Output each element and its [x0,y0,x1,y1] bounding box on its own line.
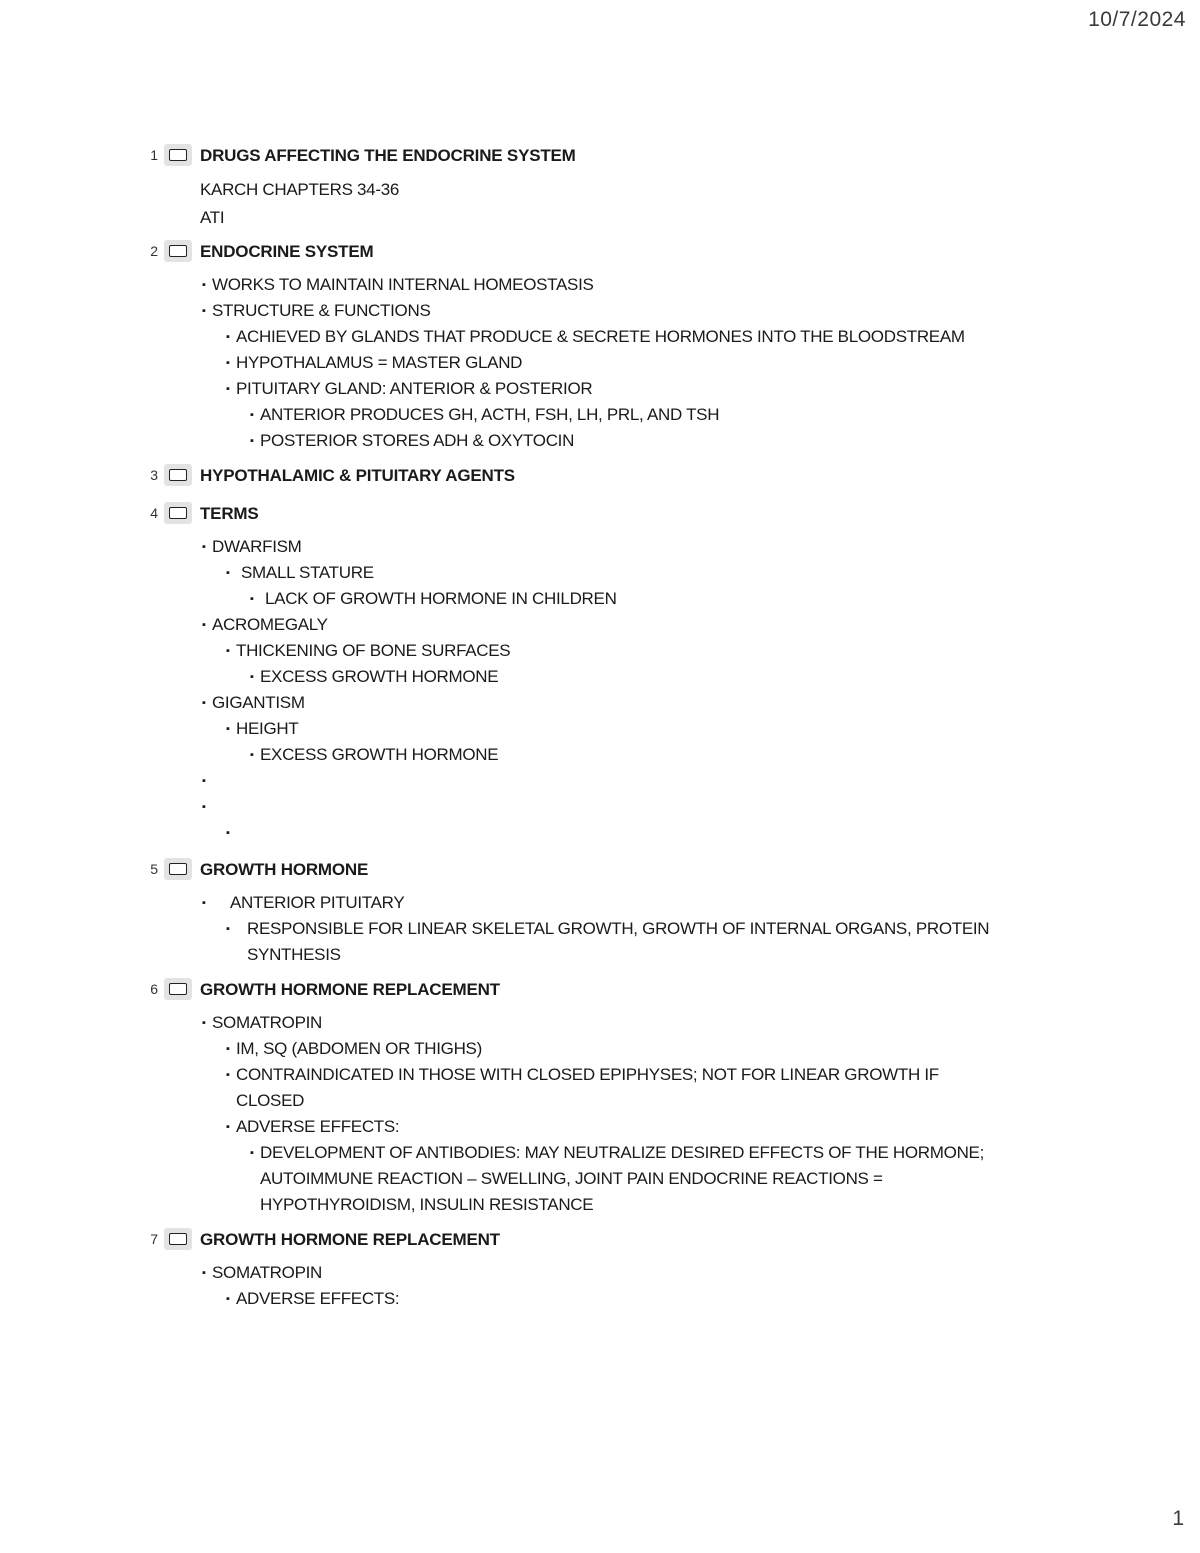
outline-item-text: ACHIEVED BY GLANDS THAT PRODUCE & SECRETE HORMONES INTO THE BLOODSTREAM [236,327,965,346]
bullet-icon: ▪ [202,697,206,709]
outline-item [0,690,1200,716]
outline-item [0,820,1200,846]
bullet-icon: ▪ [202,619,206,631]
outline-item [0,716,1200,742]
bullet-icon: ▪ [250,749,254,761]
bullet-icon: ▪ [226,567,230,579]
outline-item-text: SMALL STATURE [241,563,374,582]
slide-title: DRUGS AFFECTING THE ENDOCRINE SYSTEM [200,146,576,165]
outline-item-text: ACROMEGALY [212,615,328,634]
bullet-icon: ▪ [202,801,206,813]
bullet-icon: ▪ [202,1017,206,1029]
slide-thumbnail-icon[interactable] [164,1228,192,1250]
outline-item-text: GIGANTISM [212,693,305,712]
slide-thumbnail-icon[interactable] [164,502,192,524]
outline-item-text: THICKENING OF BONE SURFACES [236,641,511,660]
slide-thumbnail-icon[interactable] [164,240,192,262]
slide-number: 2 [150,243,158,259]
print-date: 10/7/2024 [1088,8,1186,31]
outline-item-text: STRUCTURE & FUNCTIONS [212,301,431,320]
outline-item-text: ADVERSE EFFECTS: [236,1117,400,1136]
slide-header [0,146,1200,168]
outline-item-text: DWARFISM [212,537,302,556]
outline-item-text: ANTERIOR PRODUCES GH, ACTH, FSH, LH, PRL, AND TSH [260,405,720,424]
bullet-icon: ▪ [250,671,254,683]
outline-item [0,350,1200,376]
outline-item-text: PITUITARY GLAND: ANTERIOR & POSTERIOR [236,379,593,398]
slide-thumbnail-icon[interactable] [164,978,192,1000]
bullet-icon: ▪ [250,1147,254,1159]
slide-header [0,504,1200,526]
bullet-icon: ▪ [226,357,230,369]
outline-item-text: ADVERSE EFFECTS: [236,1289,400,1308]
outline-item-text: RESPONSIBLE FOR LINEAR SKELETAL GROWTH, GROWTH OF INTERNAL ORGANS, PROTEIN SYNTHESIS [247,919,990,964]
outline-item: KARCH CHAPTERS 34-36 [200,180,400,199]
slide-6 [0,980,1200,1218]
bullet-icon: ▪ [250,409,254,421]
outline-item [0,794,1200,820]
outline-item [0,1286,1200,1312]
outline-item [0,1010,1200,1036]
bullet-icon: ▪ [202,305,206,317]
outline-item [0,1062,1200,1114]
outline-item [0,768,1200,794]
slide-header [0,980,1200,1002]
slide-title: TERMS [200,504,259,523]
slide-5 [0,860,1200,968]
slide-thumbnail-icon[interactable] [164,144,192,166]
bullet-icon: ▪ [226,923,230,935]
slide-number: 5 [150,861,158,877]
outline-item-text: HEIGHT [236,719,299,738]
bullet-icon: ▪ [226,1043,230,1055]
bullet-icon: ▪ [202,541,206,553]
outline-item [0,1114,1200,1140]
slide-title: GROWTH HORMONE REPLACEMENT [200,980,500,999]
outline-item-text: SOMATROPIN [212,1013,323,1032]
bullet-icon: ▪ [226,1121,230,1133]
slide-title: ENDOCRINE SYSTEM [200,242,374,261]
outline-item [0,638,1200,664]
outline-item [0,402,1200,428]
outline-item-text: EXCESS GROWTH HORMONE [260,745,499,764]
slide-1 [0,146,1200,232]
outline-item-text: EXCESS GROWTH HORMONE [260,667,499,686]
outline-item-text: HYPOTHALAMUS = MASTER GLAND [236,353,523,372]
outline-item [0,586,1200,612]
outline-item [0,1036,1200,1062]
outline-item-text: CONTRAINDICATED IN THOSE WITH CLOSED EPIPHYSES; NOT FOR LINEAR GROWTH IF CLOSED [236,1065,939,1110]
bullet-icon: ▪ [250,593,254,605]
bullet-icon: ▪ [226,383,230,395]
page-number: 1 [1172,1507,1184,1530]
bullet-icon: ▪ [202,775,206,787]
outline-item [0,560,1200,586]
bullet-icon: ▪ [202,1267,206,1279]
bullet-icon: ▪ [202,897,206,909]
bullet-icon: ▪ [226,645,230,657]
slide-header [0,466,1200,488]
slide-thumbnail-icon[interactable] [164,858,192,880]
bullet-icon: ▪ [226,1293,230,1305]
outline-item-text: IM, SQ (ABDOMEN OR THIGHS) [236,1039,482,1058]
slide-thumbnail-icon[interactable] [164,464,192,486]
slide-number: 3 [150,467,158,483]
slide-7 [0,1230,1200,1312]
slide-title: HYPOTHALAMIC & PITUITARY AGENTS [200,466,515,485]
outline-item-text: ANTERIOR PITUITARY [230,893,405,912]
outline-item [0,376,1200,402]
outline-item-text: SOMATROPIN [212,1263,323,1282]
slide-number: 6 [150,981,158,997]
bullet-icon: ▪ [226,1069,230,1081]
outline-item [0,1140,1200,1218]
slide-4 [0,504,1200,846]
outline-item [0,298,1200,324]
slide-title: GROWTH HORMONE [200,860,369,879]
outline-item [0,612,1200,638]
slide-number: 7 [150,1231,158,1247]
bullet-icon: ▪ [226,331,230,343]
slide-title: GROWTH HORMONE REPLACEMENT [200,1230,500,1249]
slide-2 [0,242,1200,454]
outline-item [0,324,1200,350]
outline-item [0,534,1200,560]
outline-item [0,664,1200,690]
outline-item [0,428,1200,454]
bullet-icon: ▪ [202,279,206,291]
bullet-icon: ▪ [226,723,230,735]
slide-3 [0,466,1200,488]
outline-item [0,742,1200,768]
outline-item-text: POSTERIOR STORES ADH & OXYTOCIN [260,431,575,450]
slide-header [0,860,1200,882]
outline-item-text: WORKS TO MAINTAIN INTERNAL HOMEOSTASIS [212,275,594,294]
slide-header [0,1230,1200,1252]
bullet-icon: ▪ [226,827,230,839]
slide-header [0,242,1200,264]
outline-item-text: DEVELOPMENT OF ANTIBODIES: MAY NEUTRALIZE DESIRED EFFECTS OF THE HORMONE; AUTOIMMUNE REACTION – SWELLING, JOINT PAIN ENDOCRINE REACTIONS = HYPOTHYROIDISM, INSULIN RESISTANCE [260,1143,985,1214]
outline-item [0,890,1200,916]
outline-item: ATI [200,208,225,227]
slide-number: 4 [150,505,158,521]
bullet-icon: ▪ [250,435,254,447]
notes-outline [0,146,1200,1324]
outline-item-text: LACK OF GROWTH HORMONE IN CHILDREN [265,589,617,608]
slide-number: 1 [150,147,158,163]
outline-item [0,272,1200,298]
outline-item [0,916,1200,968]
outline-item [0,1260,1200,1286]
